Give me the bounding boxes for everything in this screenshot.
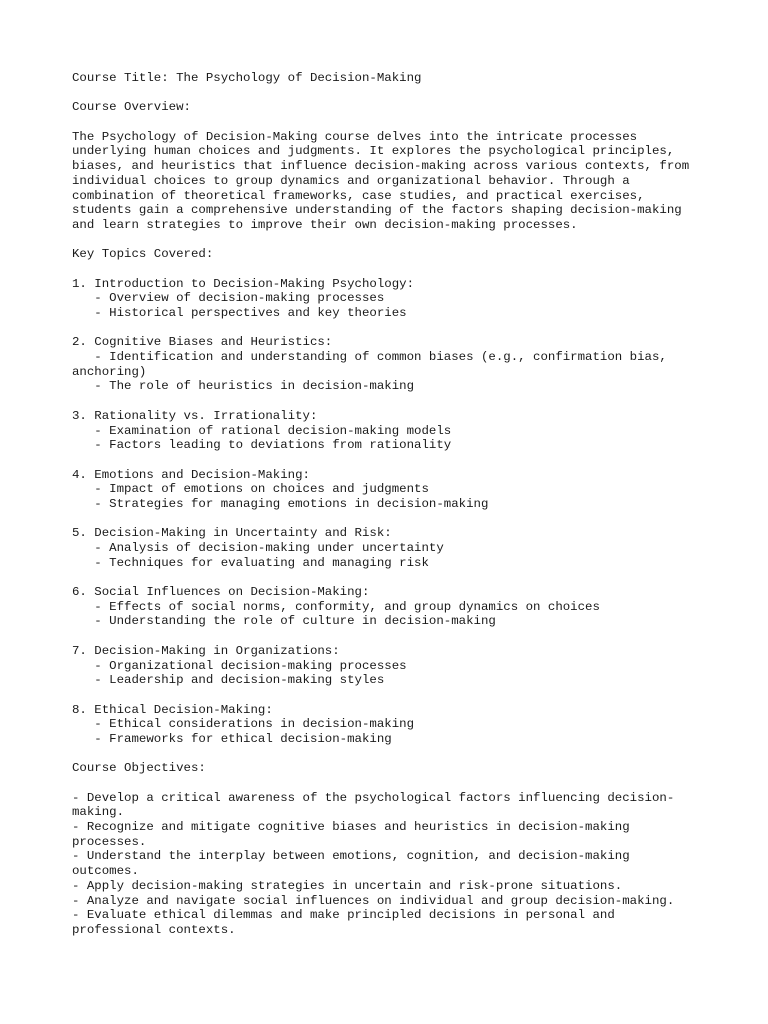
topic-bullet: - Organizational decision-making processes [72, 658, 407, 673]
objective-line: processes. [72, 834, 147, 849]
topic-item [72, 585, 702, 629]
topic-heading: 2. Cognitive Biases and Heuristics: [72, 335, 333, 350]
topic-bullet: - Leadership and decision-making styles [72, 673, 385, 688]
objectives-heading-block [72, 761, 702, 776]
topic-item [72, 526, 702, 570]
topic-bullet: - Historical perspectives and key theories [72, 306, 407, 320]
topic-item [72, 409, 702, 453]
topic-item [72, 468, 702, 512]
overview-line: biases, and heuristics that influence decision-making across various contexts, from [72, 159, 690, 174]
topic-item [72, 335, 702, 394]
objective-line: making. [72, 805, 125, 820]
topic-item [72, 644, 702, 688]
overview-line: The Psychology of Decision-Making course delves into the intricate processes [72, 129, 638, 144]
objectives-heading: Course Objectives: [72, 761, 206, 776]
topic-bullet: - Ethical considerations in decision-making [72, 717, 415, 732]
objective-line: - Apply decision-making strategies in uncertain and risk-prone situations. [72, 878, 623, 893]
topic-item [72, 703, 702, 747]
topic-heading: 7. Decision-Making in Organizations: [72, 643, 340, 658]
overview-line: underlying human choices and judgments. It explores the psychological principles, [72, 144, 675, 159]
document-page [72, 71, 702, 938]
overview-heading: Course Overview: [72, 100, 191, 115]
objective-line: outcomes. [72, 864, 139, 879]
topic-heading: 8. Ethical Decision-Making: [72, 702, 273, 717]
overview-line: and learn strategies to improve their own decision-making processes. [72, 217, 578, 232]
objective-line: - Evaluate ethical dilemmas and make principled decisions in personal and [72, 908, 615, 923]
objectives-list [72, 791, 702, 938]
objective-line: - Understand the interplay between emotions, cognition, and decision-making [72, 849, 630, 864]
topic-bullet: anchoring) [72, 364, 147, 379]
objective-line: - Develop a critical awareness of the psychological factors influencing decision- [72, 790, 675, 805]
topic-bullet: - Overview of decision-making processes [72, 291, 385, 306]
topic-heading: 4. Emotions and Decision-Making: [72, 467, 310, 482]
topic-bullet: - Analysis of decision-making under uncertainty [72, 541, 444, 555]
topic-heading: 5. Decision-Making in Uncertainty and Risk: [72, 526, 392, 541]
course-title-block [72, 71, 702, 86]
overview-heading-block [72, 100, 702, 115]
topic-heading: 6. Social Influences on Decision-Making: [72, 585, 370, 600]
objective-line: - Analyze and navigate social influences on individual and group decision-making. [72, 893, 675, 908]
topic-bullet: - Effects of social norms, conformity, and group dynamics on choices [72, 599, 600, 614]
topic-bullet: - Identification and understanding of common biases (e.g., confirmation bias, [72, 350, 667, 365]
objective-line: professional contexts. [72, 922, 236, 937]
overview-line: individual choices to group dynamics and organizational behavior. Through a [72, 173, 630, 188]
topic-bullet: - The role of heuristics in decision-making [72, 379, 415, 394]
topic-bullet: - Impact of emotions on choices and judgments [72, 482, 429, 497]
topic-bullet: - Understanding the role of culture in decision-making [72, 614, 496, 629]
topic-bullet: - Frameworks for ethical decision-making [72, 731, 392, 746]
topic-bullet: - Strategies for managing emotions in decision-making [72, 496, 489, 511]
topic-bullet: - Examination of rational decision-making models [72, 423, 452, 438]
topics-heading-block [72, 247, 702, 262]
topics-heading: Key Topics Covered: [72, 247, 214, 262]
topic-bullet: - Techniques for evaluating and managing risk [72, 555, 429, 570]
overview-paragraph [72, 130, 702, 233]
overview-line: combination of theoretical frameworks, case studies, and practical exercises, [72, 188, 645, 203]
topic-item [72, 277, 702, 321]
topic-heading: 1. Introduction to Decision-Making Psychology: [72, 276, 415, 291]
objective-line: - Recognize and mitigate cognitive biases and heuristics in decision-making [72, 820, 630, 835]
overview-line: students gain a comprehensive understanding of the factors shaping decision-making [72, 203, 682, 218]
course-title: Course Title: The Psychology of Decision-Making [72, 71, 422, 85]
topic-heading: 3. Rationality vs. Irrationality: [72, 408, 318, 423]
topic-bullet: - Factors leading to deviations from rationality [72, 438, 452, 453]
